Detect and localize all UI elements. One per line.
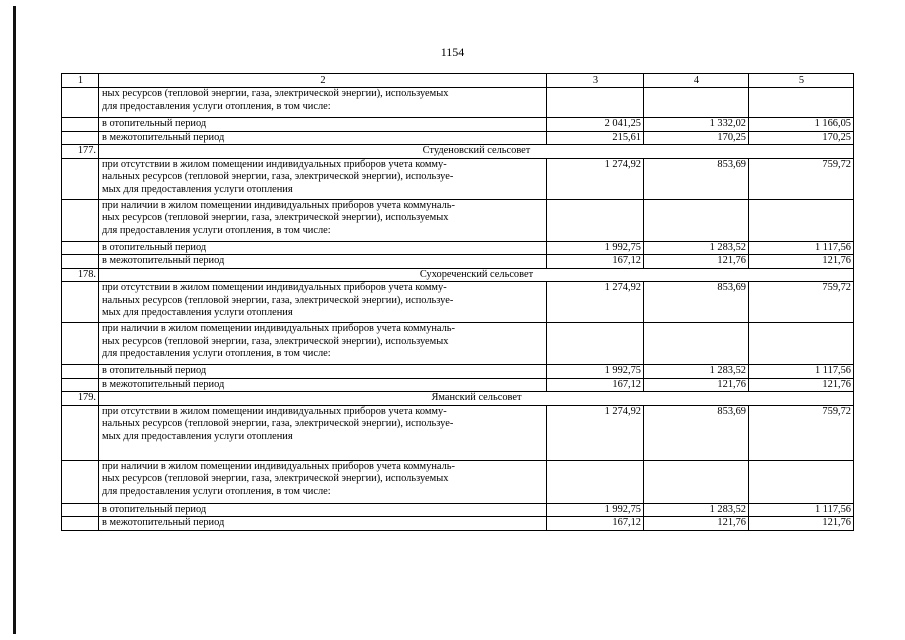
description-line: ных ресурсов (тепловой энергии, газа, электрической энергии), используемых	[102, 88, 449, 99]
heating-period-row	[62, 118, 854, 132]
description-line: нальных ресурсов (тепловой энергии, газа, электрической энергии), используе-	[102, 418, 454, 429]
description-cell	[99, 88, 547, 118]
value-cell	[749, 88, 854, 118]
number-cell	[62, 88, 99, 118]
value-cell	[547, 88, 644, 118]
number-cell	[62, 241, 99, 255]
column-header-1: 1	[62, 74, 99, 88]
value-col-5: 1 117,56	[749, 241, 854, 255]
description-line: для предоставления услуги отопления, в том числе:	[102, 485, 331, 497]
description-cell	[99, 158, 547, 199]
value-col-5: 121,76	[749, 255, 854, 269]
description-line: ных ресурсов (тепловой энергии, газа, электрической энергии), используемых	[102, 335, 449, 347]
period-label: в отопительный период	[99, 503, 547, 517]
non-heating-period-row	[62, 131, 854, 145]
value-col-3: 1 992,75	[547, 503, 644, 517]
period-label: в межотопительный период	[99, 255, 547, 269]
value-col-3: 2 041,25	[547, 118, 644, 132]
value-cell	[644, 88, 749, 118]
heating-period-row	[62, 241, 854, 255]
number-cell	[62, 255, 99, 269]
description-line: для предоставления услуги отопления, в том числе:	[102, 348, 331, 359]
with-meters-row	[62, 199, 854, 241]
value-col-3: 1 274,92	[547, 405, 644, 460]
description-cell	[99, 282, 547, 323]
without-meters-row	[62, 158, 854, 199]
column-header-3: 3	[547, 74, 644, 88]
period-label: в отопительный период	[99, 365, 547, 379]
section-number: 177.	[62, 145, 99, 159]
value-col-5: 759,72	[749, 282, 854, 323]
number-cell	[62, 405, 99, 460]
non-heating-period-row	[62, 378, 854, 392]
period-label: в отопительный период	[99, 241, 547, 255]
number-cell	[62, 517, 99, 531]
value-col-4: 121,76	[644, 378, 749, 392]
value-col-3: 1 274,92	[547, 158, 644, 199]
section-title-row	[62, 145, 854, 159]
value-col-3: 215,61	[547, 131, 644, 145]
value-col-4: 853,69	[644, 158, 749, 199]
table-header-row	[62, 74, 854, 88]
description-line: нальных ресурсов (тепловой энергии, газа, электрической энергии), используе-	[102, 294, 454, 306]
value-col-5: 1 117,56	[749, 365, 854, 379]
description-line: ных ресурсов (тепловой энергии, газа, электрической энергии), используемых	[102, 473, 449, 484]
heating-period-row	[62, 503, 854, 517]
value-cell	[644, 460, 749, 503]
description-line: для предоставления услуги отопления, в том числе:	[102, 100, 331, 112]
number-cell	[62, 365, 99, 379]
number-cell	[62, 118, 99, 132]
description-cell	[99, 460, 547, 503]
value-col-5: 121,76	[749, 517, 854, 531]
page-number: 1154	[440, 45, 465, 59]
value-cell	[547, 460, 644, 503]
without-meters-row	[62, 405, 854, 460]
binding-edge	[13, 6, 16, 634]
period-label: в межотопительный период	[99, 378, 547, 392]
with-meters-row	[62, 323, 854, 365]
value-col-3: 1 992,75	[547, 241, 644, 255]
value-col-4: 121,76	[644, 517, 749, 531]
section-title-row	[62, 392, 854, 406]
value-col-4: 1 283,52	[644, 503, 749, 517]
value-col-4: 853,69	[644, 405, 749, 460]
description-line: при отсутствии в жилом помещении индивидуальных приборов учета комму-	[102, 405, 447, 417]
non-heating-period-row	[62, 255, 854, 269]
value-cell	[749, 323, 854, 365]
value-cell	[547, 199, 644, 241]
description-line: при отсутствии в жилом помещении индивидуальных приборов учета комму-	[102, 158, 447, 170]
heating-period-row	[62, 365, 854, 379]
description-line: мых для предоставления услуги отопления	[102, 307, 293, 318]
value-col-4: 170,25	[644, 131, 749, 145]
with-meters-row	[62, 460, 854, 503]
description-line: при наличии в жилом помещении индивидуальных приборов учета коммуналь-	[102, 323, 455, 334]
number-cell	[62, 199, 99, 241]
description-line: мых для предоставления услуги отопления	[102, 430, 293, 442]
value-col-5: 121,76	[749, 378, 854, 392]
description-line: при наличии в жилом помещении индивидуальных приборов учета коммуналь-	[102, 199, 455, 211]
number-cell	[62, 323, 99, 365]
period-label: в межотопительный период	[99, 517, 547, 531]
without-meters-row	[62, 282, 854, 323]
number-cell	[62, 460, 99, 503]
value-col-5: 1 117,56	[749, 503, 854, 517]
section-title: Студеновский сельсовет	[99, 145, 854, 159]
description-cell	[99, 405, 547, 460]
section-number: 178.	[62, 268, 99, 282]
value-cell	[644, 323, 749, 365]
description-line: мых для предоставления услуги отопления	[102, 183, 293, 195]
value-col-3: 167,12	[547, 255, 644, 269]
number-cell	[62, 378, 99, 392]
column-header-4: 4	[644, 74, 749, 88]
value-col-5: 759,72	[749, 405, 854, 460]
value-cell	[644, 199, 749, 241]
description-line: для предоставления услуги отопления, в том числе:	[102, 224, 331, 236]
value-col-4: 1 283,52	[644, 241, 749, 255]
section-title: Сухореченский сельсовет	[99, 268, 854, 282]
value-cell	[749, 199, 854, 241]
section-number: 179.	[62, 392, 99, 406]
tariff-table	[61, 73, 854, 531]
number-cell	[62, 503, 99, 517]
table-body	[62, 74, 854, 531]
period-label: в отопительный период	[99, 118, 547, 132]
value-col-3: 1 274,92	[547, 282, 644, 323]
value-col-3: 167,12	[547, 517, 644, 531]
value-col-4: 1 332,02	[644, 118, 749, 132]
number-cell	[62, 282, 99, 323]
description-line: при отсутствии в жилом помещении индивидуальных приборов учета комму-	[102, 282, 447, 293]
value-col-3: 167,12	[547, 378, 644, 392]
description-line: нальных ресурсов (тепловой энергии, газа, электрической энергии), используе-	[102, 171, 454, 182]
value-cell	[547, 323, 644, 365]
description-line: при наличии в жилом помещении индивидуальных приборов учета коммуналь-	[102, 460, 455, 472]
number-cell	[62, 131, 99, 145]
continuation-description-row	[62, 88, 854, 118]
description-line: ных ресурсов (тепловой энергии, газа, электрической энергии), используемых	[102, 212, 449, 223]
value-col-5: 170,25	[749, 131, 854, 145]
value-cell	[749, 460, 854, 503]
value-col-3: 1 992,75	[547, 365, 644, 379]
value-col-4: 1 283,52	[644, 365, 749, 379]
column-header-2: 2	[99, 74, 547, 88]
value-col-4: 121,76	[644, 255, 749, 269]
value-col-5: 1 166,05	[749, 118, 854, 132]
non-heating-period-row	[62, 517, 854, 531]
value-col-5: 759,72	[749, 158, 854, 199]
section-title: Яманский сельсовет	[99, 392, 854, 406]
description-cell	[99, 199, 547, 241]
description-cell	[99, 323, 547, 365]
number-cell	[62, 158, 99, 199]
column-header-5: 5	[749, 74, 854, 88]
section-title-row	[62, 268, 854, 282]
value-col-4: 853,69	[644, 282, 749, 323]
period-label: в межотопительный период	[99, 131, 547, 145]
